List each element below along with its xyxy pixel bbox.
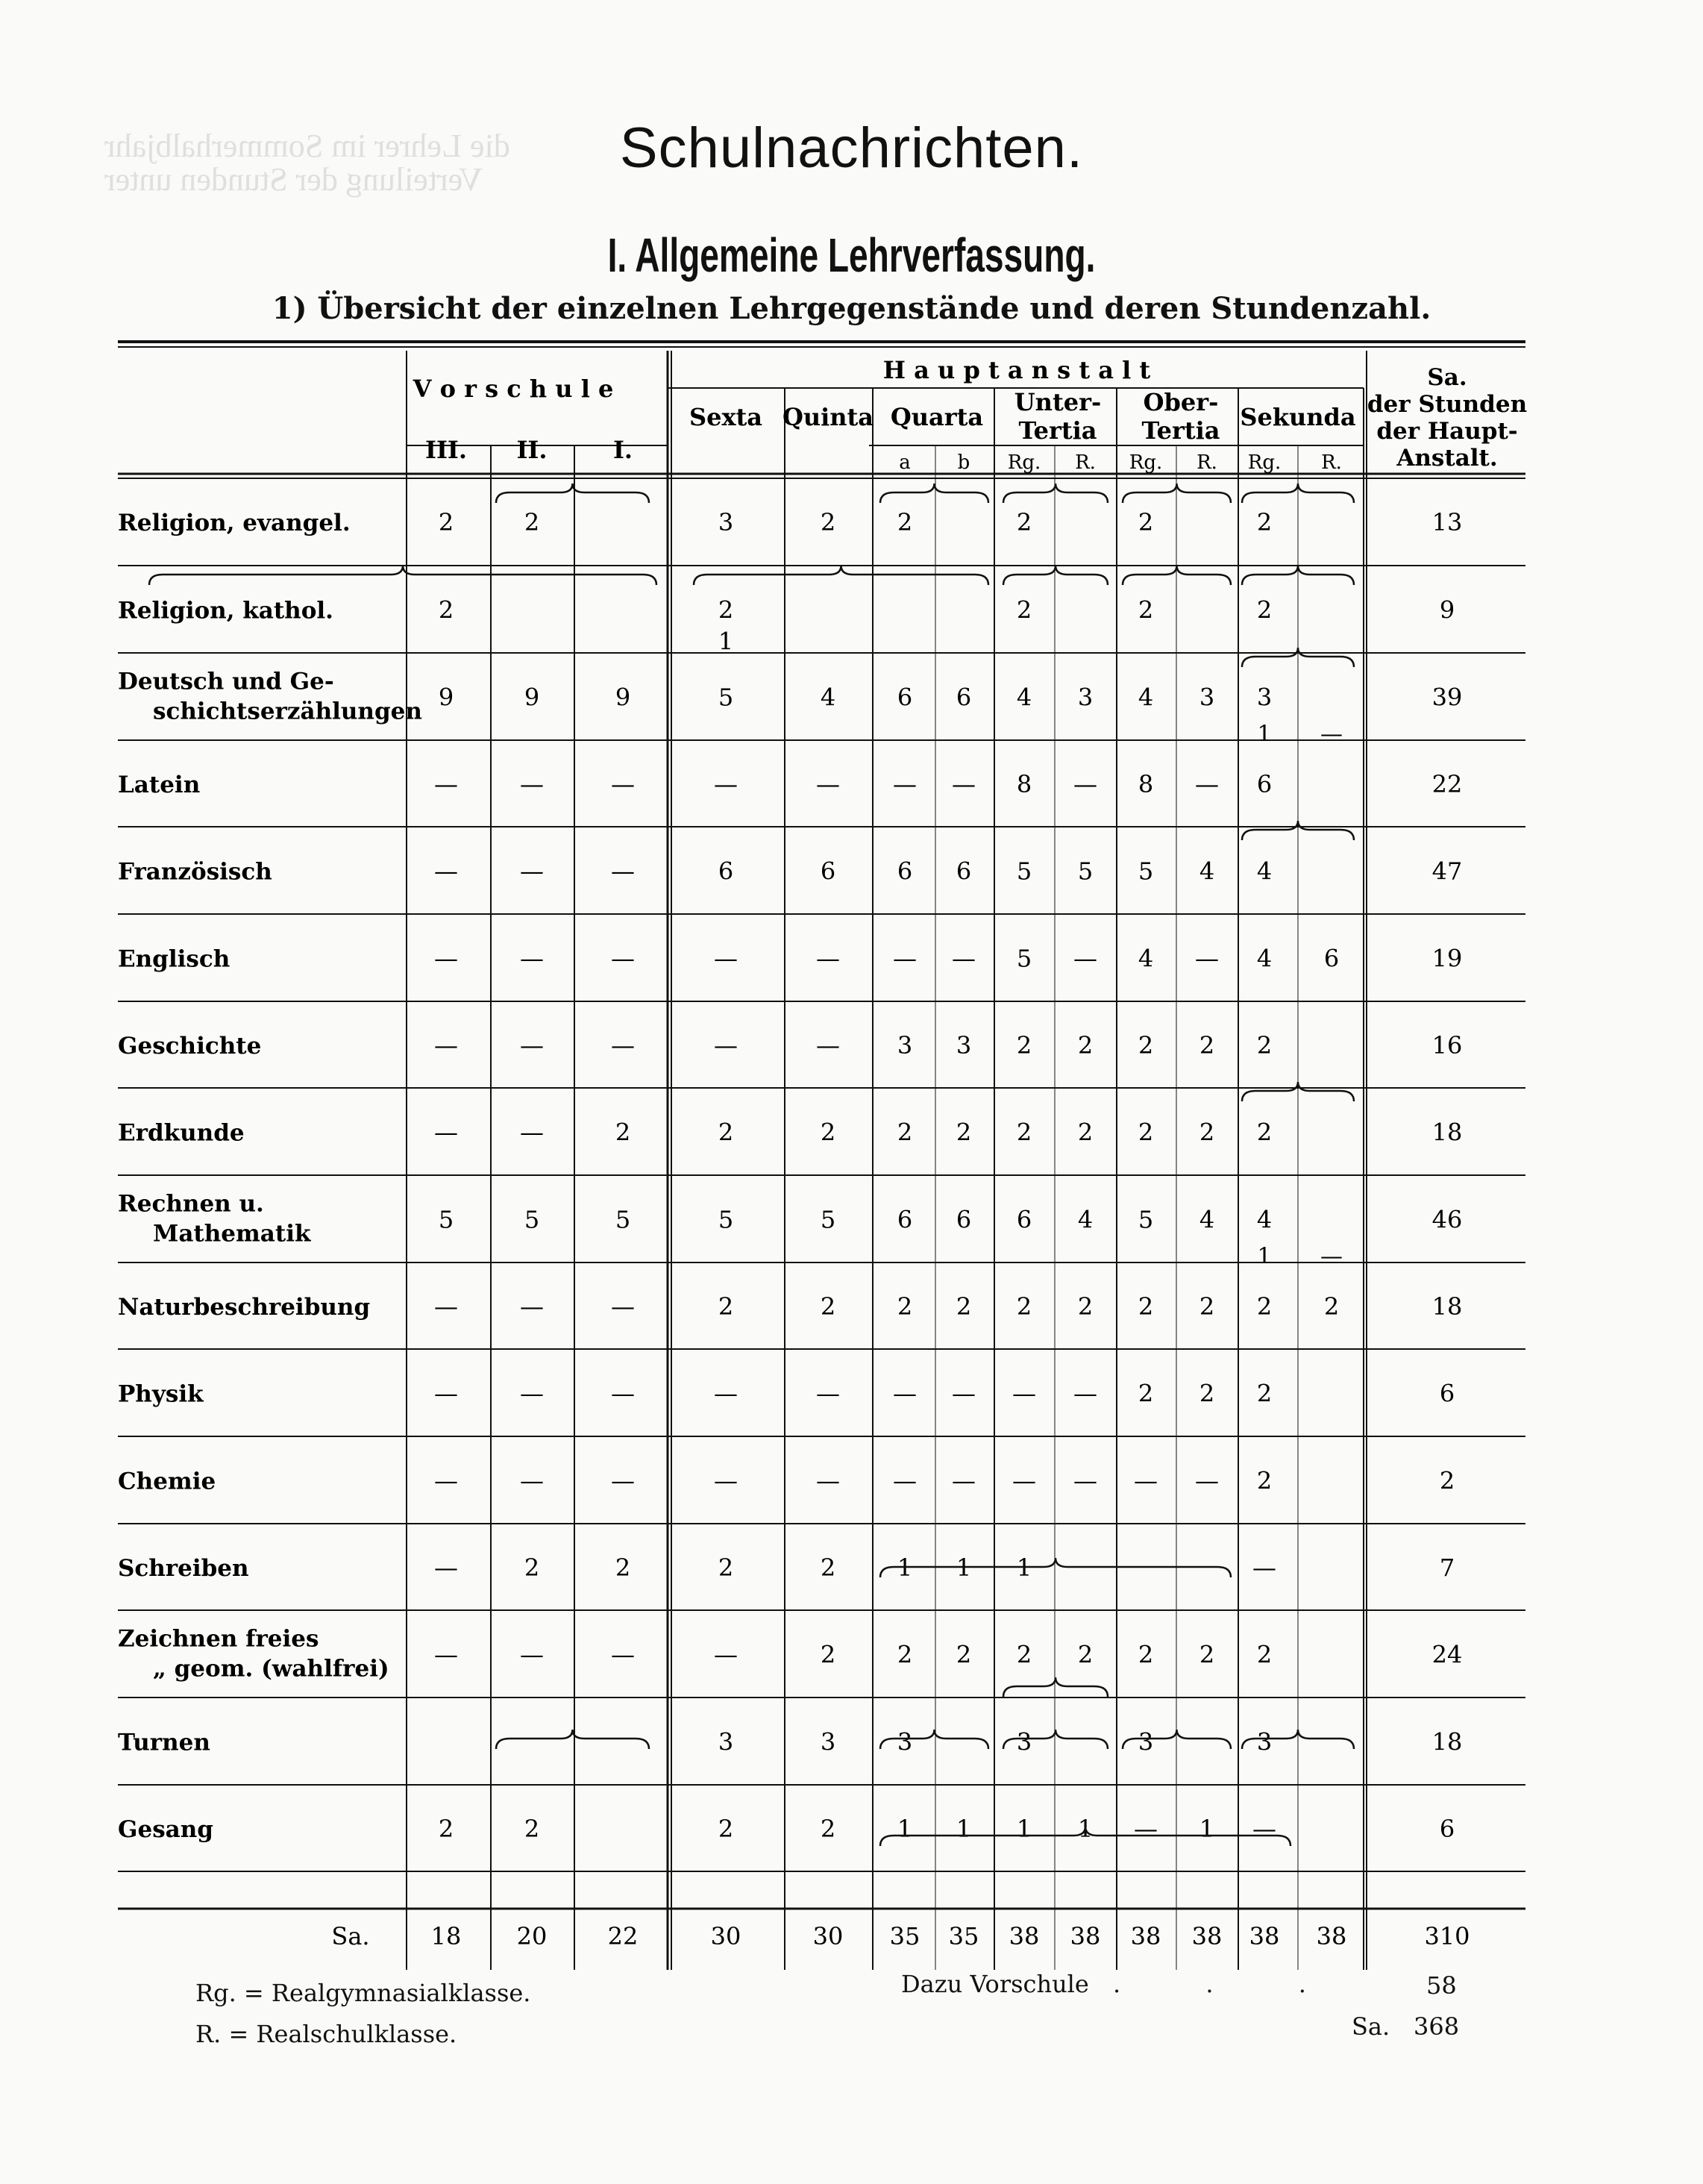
- table-cell: 2: [438, 508, 454, 536]
- group-header-hauptanstalt: H a u p t a n s t a l t: [882, 356, 1151, 384]
- table-cell: 18: [1431, 1118, 1463, 1147]
- class-header-quinta: Quinta: [782, 403, 874, 431]
- table-cell: —: [1134, 1466, 1158, 1495]
- table-cell: 2: [956, 1118, 972, 1147]
- sub-header: Rg.: [1129, 451, 1163, 474]
- table-cell: 2: [1256, 1118, 1273, 1147]
- table-cell: 6: [1323, 944, 1340, 973]
- table-cell: 4: [1199, 857, 1215, 886]
- table-cell: 2: [1256, 1292, 1273, 1321]
- table-cell: —: [611, 770, 635, 798]
- table-cell: 2: [1077, 1292, 1094, 1321]
- table-cell: 2: [1077, 1640, 1094, 1669]
- table-cell: 2: [1199, 1292, 1215, 1321]
- subject-label: Zeichnen freies: [118, 1625, 319, 1653]
- sum-cell: 38: [1070, 1922, 1101, 1950]
- table-cell: 2: [718, 595, 734, 625]
- brace: [694, 566, 988, 585]
- table-cell: 2: [1016, 1031, 1032, 1060]
- table-cell: 4: [1077, 1205, 1094, 1234]
- brace: [1003, 484, 1108, 503]
- table-cell: 2: [1077, 1118, 1094, 1147]
- table-cell: 4: [1138, 683, 1154, 712]
- table-cell: 3: [956, 1031, 972, 1060]
- table-cell: 5: [1138, 857, 1154, 886]
- table-cell: —: [1252, 1815, 1276, 1843]
- subject-label: „ geom. (wahlfrei): [153, 1655, 389, 1683]
- table-cell: —: [952, 1466, 976, 1495]
- table-cell: 5: [615, 1205, 631, 1234]
- sub-header: a: [899, 451, 911, 474]
- table-cell: 2: [1016, 508, 1032, 536]
- table-cell: —: [1252, 1553, 1276, 1582]
- subject-label: Turnen: [118, 1729, 210, 1756]
- sum-label: Sa.: [331, 1922, 370, 1950]
- table-cell: 4: [1199, 1205, 1215, 1234]
- table-cell: —: [611, 1379, 635, 1408]
- table-cell: 1: [897, 1553, 913, 1582]
- subject-label: schichtserzählungen: [153, 698, 422, 725]
- table-cell: —: [816, 770, 840, 798]
- table-cell: 2: [897, 1292, 913, 1321]
- total-header-line: der Stunden: [1367, 391, 1528, 418]
- total-header-line: Sa.: [1427, 364, 1467, 391]
- table-cell: —: [952, 1379, 976, 1408]
- table-cell: —: [520, 944, 544, 973]
- table-cell: 2: [820, 508, 836, 536]
- sum-cell: 22: [607, 1922, 639, 1950]
- dazu-dots: . . .: [1113, 1970, 1345, 1998]
- table-cell: —: [714, 770, 738, 798]
- table-cell: 2: [956, 1640, 972, 1669]
- table-cell: —: [434, 1466, 458, 1495]
- table-cell: 18: [1431, 1292, 1463, 1321]
- table-cell: —: [520, 1118, 544, 1147]
- table-cell: 18: [1431, 1727, 1463, 1756]
- table-cell: —: [434, 1292, 458, 1321]
- table-cell: —: [611, 1640, 635, 1669]
- table-cell: 5: [820, 1205, 836, 1234]
- table-cell: 2: [1016, 595, 1032, 625]
- table-cell: 5: [1077, 857, 1094, 886]
- group-header-vorschule: V o r s c h u l e: [413, 375, 614, 403]
- table-cell: 2: [1138, 1118, 1154, 1147]
- table-cell: —: [434, 857, 458, 886]
- subject-label: Rechnen u.: [118, 1190, 264, 1218]
- brace: [149, 566, 656, 585]
- table-cell: 6: [897, 683, 913, 712]
- table-cell: 7: [1439, 1553, 1455, 1582]
- table-cell: 2: [820, 1640, 836, 1669]
- sum-cell: 30: [812, 1922, 844, 1950]
- dazu-vorschule-label: Dazu Vorschule: [901, 1970, 1089, 1998]
- table-cell: 9: [1439, 595, 1455, 625]
- table-cell: 1: [1257, 1243, 1272, 1270]
- table-rules: [118, 342, 1528, 1970]
- table-cell: 2: [820, 1553, 836, 1582]
- table-cell: 2: [1256, 1640, 1273, 1669]
- table-cell: 3: [1256, 1727, 1273, 1756]
- table-cell: 6: [897, 1205, 913, 1234]
- table-cell: 6: [1256, 770, 1273, 798]
- table-cell: 2: [1323, 1292, 1340, 1321]
- subject-label: Mathematik: [153, 1220, 311, 1248]
- table-cell: —: [520, 1292, 544, 1321]
- table-cell: —: [1195, 944, 1219, 973]
- subject-label: Religion, evangel.: [118, 510, 351, 536]
- table-cell: 2: [1077, 1031, 1094, 1060]
- table-cell: 1: [897, 1815, 913, 1843]
- table-cell: —: [1320, 1243, 1343, 1270]
- table-cell: —: [714, 1466, 738, 1495]
- class-header-unter: Unter-: [1014, 388, 1102, 416]
- table-cell: —: [816, 944, 840, 973]
- table-cell: 2: [524, 1553, 540, 1582]
- sub-header: b: [957, 451, 970, 474]
- brace: [1003, 1677, 1108, 1697]
- table-cell: 6: [956, 683, 972, 712]
- table-cell: 3: [718, 1727, 734, 1756]
- sum-cell: 18: [430, 1922, 462, 1950]
- sum-cell: 38: [1249, 1922, 1280, 1950]
- brace: [880, 1558, 1231, 1577]
- table-cell: —: [714, 944, 738, 973]
- sum-cell: 38: [1316, 1922, 1347, 1950]
- class-header-vorschule-1: I.: [612, 436, 633, 464]
- table-cell: 6: [1439, 1815, 1455, 1843]
- table-cell: 2: [820, 1118, 836, 1147]
- table-cell: 2: [1138, 508, 1154, 536]
- table-cell: —: [1195, 770, 1219, 798]
- table-cell: 9: [615, 683, 631, 712]
- table-cell: 2: [1138, 1640, 1154, 1669]
- table-cell: 5: [1016, 944, 1032, 973]
- table-cell: 5: [1138, 1205, 1154, 1234]
- table-cell: —: [611, 1466, 635, 1495]
- table-cell: 2: [897, 508, 913, 536]
- sum-cell: 35: [948, 1922, 979, 1950]
- table-cell: 2: [1138, 1031, 1154, 1060]
- sum-cell: 38: [1191, 1922, 1223, 1950]
- table-cell: 6: [897, 857, 913, 886]
- page-heading: Schulnachrichten.: [619, 116, 1084, 180]
- table-cell: —: [1073, 1466, 1097, 1495]
- table-cell: 3: [897, 1031, 913, 1060]
- table-cell: 8: [1016, 770, 1032, 798]
- table-cell: —: [520, 770, 544, 798]
- table-cell: 2: [1256, 1379, 1273, 1408]
- class-header-ober: Ober-: [1143, 388, 1219, 416]
- subject-label: Naturbeschreibung: [118, 1294, 371, 1321]
- table-cell: 22: [1431, 770, 1463, 798]
- table-cell: —: [952, 770, 976, 798]
- table-cell: 2: [1199, 1031, 1215, 1060]
- subject-label: Gesang: [118, 1816, 213, 1843]
- table-cell: 2: [897, 1640, 913, 1669]
- table-cell: 5: [1016, 857, 1032, 886]
- subject-label: Chemie: [118, 1468, 216, 1495]
- table-cell: —: [816, 1379, 840, 1408]
- table-cell: —: [611, 944, 635, 973]
- grand-total-value: 368: [1414, 2012, 1460, 2041]
- table-cell: 5: [718, 1205, 734, 1234]
- sum-cell: 38: [1009, 1922, 1040, 1950]
- table-cell: 2: [718, 1553, 734, 1582]
- table-cell: 2: [718, 1292, 734, 1321]
- table-cell: 3: [1256, 683, 1273, 712]
- table-cell: —: [893, 770, 917, 798]
- section-title: I. Allgemeine Lehrverfassung.: [607, 228, 1096, 282]
- table-cell: 39: [1431, 683, 1463, 712]
- total-header-line: der Haupt-: [1376, 418, 1518, 445]
- total-header-line: Anstalt.: [1396, 445, 1498, 472]
- sub-header: R.: [1075, 451, 1096, 474]
- brace: [1003, 566, 1108, 585]
- table-cell: —: [1134, 1815, 1158, 1843]
- table-cell: 2: [1199, 1379, 1215, 1408]
- table-cell: 2: [1439, 1466, 1455, 1495]
- table-cell: —: [714, 1640, 738, 1669]
- table-cell: —: [714, 1379, 738, 1408]
- bleed-through-text: die Lehrer im Sommerhalbjahr: [104, 128, 510, 164]
- class-header-ober-tertia: Tertia: [1141, 416, 1220, 445]
- table-cell: 6: [1016, 1205, 1032, 1234]
- table-cell: 3: [1016, 1727, 1032, 1756]
- sum-cell: 310: [1424, 1922, 1470, 1950]
- table-cell: 3: [820, 1727, 836, 1756]
- table-cell: 2: [1138, 1379, 1154, 1408]
- table-cell: 16: [1431, 1031, 1463, 1060]
- sub-header: Rg.: [1007, 451, 1041, 474]
- table-cell: 19: [1431, 944, 1463, 973]
- class-header-sekunda: Sekunda: [1240, 403, 1356, 431]
- table-cell: 9: [438, 683, 454, 712]
- table-cell: 1: [1016, 1815, 1032, 1843]
- table-cell: —: [434, 1031, 458, 1060]
- table-cell: —: [611, 1292, 635, 1321]
- table-cell: 2: [1199, 1118, 1215, 1147]
- table-cell: 1: [1016, 1553, 1032, 1582]
- subject-label: Religion, kathol.: [118, 597, 333, 625]
- table-cell: 1: [1257, 721, 1272, 748]
- table-cell: 2: [438, 1815, 454, 1843]
- subject-label: Erdkunde: [118, 1119, 245, 1147]
- sum-cell: 20: [516, 1922, 548, 1950]
- table-cell: —: [520, 1466, 544, 1495]
- table-cell: 5: [524, 1205, 540, 1234]
- brace: [880, 1730, 988, 1749]
- subject-label: Latein: [118, 772, 201, 798]
- table-cell: —: [816, 1466, 840, 1495]
- footnote-r: R. = Realschulklasse.: [195, 2020, 457, 2048]
- table-cell: 4: [1138, 944, 1154, 973]
- brace: [496, 484, 649, 503]
- table-cell: 6: [820, 857, 836, 886]
- sub-header: Rg.: [1247, 451, 1282, 474]
- table-cell: 4: [820, 683, 836, 712]
- dazu-vorschule-value: 58: [1426, 1971, 1457, 2000]
- table-cell: 2: [615, 1553, 631, 1582]
- table-cell: 9: [524, 683, 540, 712]
- table-cell: —: [816, 1031, 840, 1060]
- table-cell: —: [1195, 1466, 1219, 1495]
- table-cell: 3: [1077, 683, 1094, 712]
- brace: [496, 1730, 649, 1749]
- sum-cell: 35: [889, 1922, 921, 1950]
- table-cell: 6: [956, 1205, 972, 1234]
- class-header-sexta: Sexta: [689, 403, 763, 431]
- table-cell: 1: [956, 1815, 972, 1843]
- brace: [880, 484, 988, 503]
- sub-header: R.: [1321, 451, 1342, 474]
- table-cell: 3: [897, 1727, 913, 1756]
- table-cell: 3: [1138, 1727, 1154, 1756]
- bleed-through-text: Verteilung der Stunden unter: [104, 161, 483, 198]
- table-cell: 4: [1256, 857, 1273, 886]
- subject-label: Geschichte: [118, 1033, 262, 1060]
- table-cell: 13: [1431, 508, 1463, 536]
- table-cell: —: [611, 857, 635, 886]
- sub-header: R.: [1197, 451, 1217, 474]
- table-cell: —: [1012, 1379, 1036, 1408]
- subject-label: Französisch: [118, 858, 272, 886]
- table-cell: 5: [718, 683, 734, 712]
- table-cell: —: [520, 1640, 544, 1669]
- table-cell: 1: [1199, 1815, 1215, 1843]
- table-cell: 2: [897, 1118, 913, 1147]
- table-body: [118, 484, 1462, 1846]
- table-cell: 2: [524, 1815, 540, 1843]
- class-header-vorschule-2: II.: [516, 436, 548, 464]
- class-header-vorschule-3: III.: [424, 436, 468, 464]
- table-cell: 5: [438, 1205, 454, 1234]
- subject-label: Deutsch und Ge-: [118, 668, 334, 695]
- grand-total-label: Sa.: [1352, 2012, 1390, 2041]
- table-cell: —: [520, 1031, 544, 1060]
- table-cell: 3: [718, 508, 734, 536]
- table-cell: —: [1073, 944, 1097, 973]
- table-cell: 6: [956, 857, 972, 886]
- table-cell: 2: [718, 1118, 734, 1147]
- footnote-rg: Rg. = Realgymnasialklasse.: [195, 1979, 531, 2007]
- table-cell: —: [611, 1031, 635, 1060]
- table-cell: —: [714, 1031, 738, 1060]
- table-cell: —: [1073, 770, 1097, 798]
- table-cell: 2: [1199, 1640, 1215, 1669]
- table-cell: 2: [524, 508, 540, 536]
- class-header-quarta: Quarta: [890, 403, 984, 431]
- table-cell: 2: [1256, 1031, 1273, 1060]
- table-cell: —: [893, 1466, 917, 1495]
- table-cell: —: [1073, 1379, 1097, 1408]
- table-cell: 2: [1256, 508, 1273, 536]
- table-cell: 46: [1431, 1205, 1463, 1234]
- table-cell: 2: [1138, 1292, 1154, 1321]
- table-cell: —: [434, 1640, 458, 1669]
- table-cell: —: [520, 857, 544, 886]
- table-cell: 2: [1016, 1292, 1032, 1321]
- table-cell: 4: [1256, 944, 1273, 973]
- class-header-unter-tertia: Tertia: [1018, 416, 1097, 445]
- table-cell: 2: [438, 595, 454, 625]
- table-cell: 6: [718, 857, 734, 886]
- table-cell: 3: [1199, 683, 1215, 712]
- table-cell: 2: [1016, 1118, 1032, 1147]
- table-cell: 2: [1138, 595, 1154, 625]
- subject-label: Schreiben: [118, 1555, 249, 1582]
- table-cell: —: [434, 1379, 458, 1408]
- table-cell: 2: [1256, 595, 1273, 625]
- table-cell: —: [434, 1553, 458, 1582]
- table-cell: 1: [956, 1553, 972, 1582]
- table-cell: 2: [820, 1292, 836, 1321]
- table-cell: —: [952, 944, 976, 973]
- table-cell: 2: [1016, 1640, 1032, 1669]
- table-cell: 2: [615, 1118, 631, 1147]
- table-cell: —: [1012, 1466, 1036, 1495]
- sum-cell: 38: [1130, 1922, 1161, 1950]
- table-cell: —: [893, 1379, 917, 1408]
- table-cell: 1: [718, 627, 734, 656]
- table-subtitle: 1) Übersicht der einzelnen Lehrgegenstände und deren Stundenzahl.: [272, 291, 1431, 326]
- table-cell: 24: [1431, 1640, 1463, 1669]
- table-cell: —: [520, 1379, 544, 1408]
- table-cell: 6: [1439, 1379, 1455, 1408]
- subject-label: Physik: [118, 1380, 204, 1408]
- table-cell: 8: [1138, 770, 1154, 798]
- table-cell: —: [434, 770, 458, 798]
- table-cell: 47: [1431, 857, 1463, 886]
- table-cell: 2: [718, 1815, 734, 1843]
- table-cell: —: [1320, 721, 1343, 748]
- sum-row: [431, 1922, 1470, 1950]
- table-cell: 2: [820, 1815, 836, 1843]
- table-cell: 4: [1256, 1205, 1273, 1234]
- table-cell: 1: [1077, 1815, 1094, 1843]
- sum-cell: 30: [710, 1922, 741, 1950]
- table-cell: —: [434, 1118, 458, 1147]
- table-cell: 4: [1016, 683, 1032, 712]
- subject-label: Englisch: [118, 945, 230, 973]
- table-cell: —: [893, 944, 917, 973]
- table-cell: —: [434, 944, 458, 973]
- table-cell: 2: [1256, 1466, 1273, 1495]
- table-cell: 2: [956, 1292, 972, 1321]
